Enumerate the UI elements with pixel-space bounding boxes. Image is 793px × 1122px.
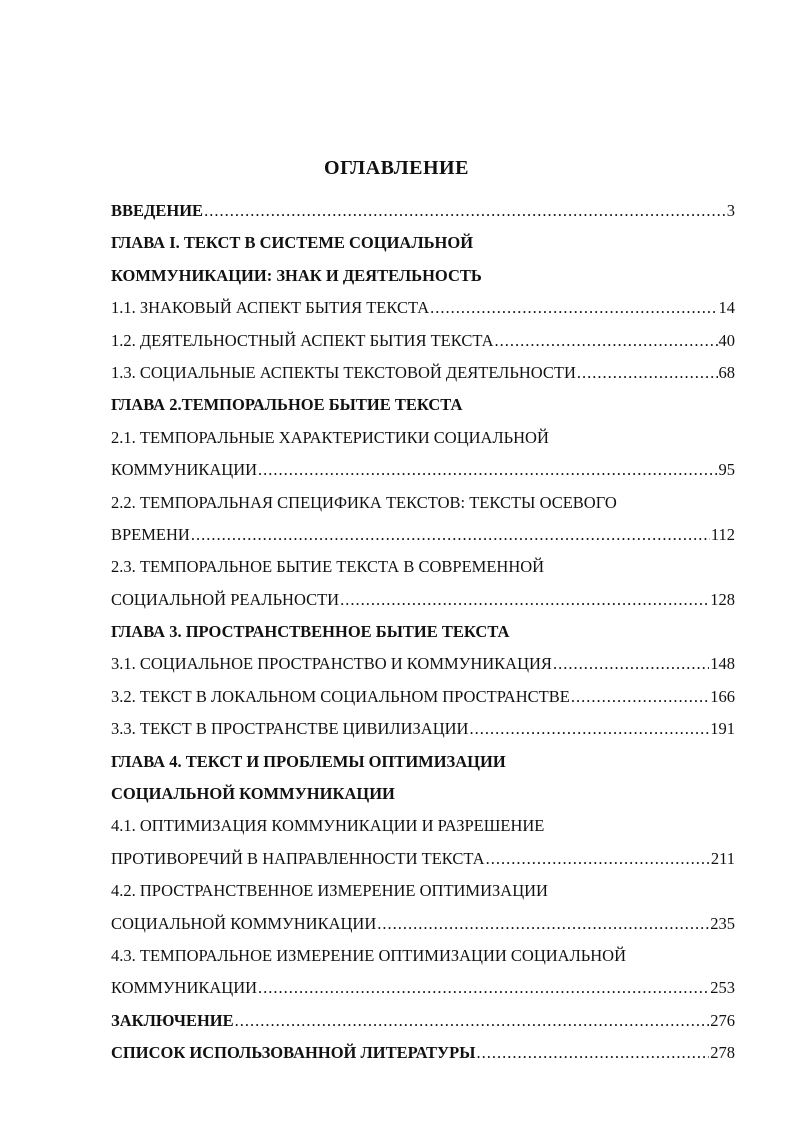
toc-page-number: 211 [710, 848, 735, 868]
dot-leader [258, 454, 717, 486]
toc-entry-3-3 [111, 713, 735, 745]
toc-entry-2-2-cont [111, 519, 735, 551]
dot-leader [486, 843, 710, 875]
toc-entry-text: 3.1. СОЦИАЛЬНОЕ ПРОСТРАНСТВО И КОММУНИКАЦИЯ [111, 654, 552, 674]
toc-entry-text: 3.3. ТЕКСТ В ПРОСТРАНСТВЕ ЦИВИЛИЗАЦИИ [111, 719, 469, 739]
page-title: ОГЛАВЛЕНИЕ [324, 157, 469, 179]
toc-entry-4-1-cont [111, 843, 735, 875]
toc-entry-text: ЗАКЛЮЧЕНИЕ [111, 1010, 234, 1030]
dot-leader [340, 584, 709, 616]
chapter-3-heading: ГЛАВА 3. ПРОСТРАНСТВЕННОЕ БЫТИЕ ТЕКСТА [111, 622, 510, 642]
toc-entry-references [111, 1037, 735, 1069]
dot-leader [377, 908, 709, 940]
chapter-4-heading: ГЛАВА 4. ТЕКСТ И ПРОБЛЕМЫ ОПТИМИЗАЦИИ [111, 751, 506, 771]
toc-entry-4-2-cont [111, 908, 735, 940]
toc-entry-2-2: 2.2. ТЕМПОРАЛЬНАЯ СПЕЦИФИКА ТЕКСТОВ: ТЕКСТЫ ОСЕВОГО [111, 492, 617, 512]
toc-entry-text: ПРОТИВОРЕЧИЙ В НАПРАВЛЕННОСТИ ТЕКСТА [111, 848, 485, 868]
dot-leader [191, 519, 710, 551]
toc-entry-4-3-cont [111, 972, 735, 1004]
toc-entry-conclusion [111, 1005, 735, 1037]
toc-page-number: 112 [710, 524, 735, 544]
dot-leader [577, 357, 718, 389]
dot-leader [235, 1005, 710, 1037]
chapter-4-heading-cont: СОЦИАЛЬНОЙ КОММУНИКАЦИИ [111, 784, 395, 804]
dot-leader [571, 681, 709, 713]
toc-page-number: 95 [718, 460, 735, 480]
toc-page-number: 235 [710, 913, 735, 933]
toc-page-number: 3 [726, 201, 735, 220]
toc-entry-2-3-cont [111, 584, 735, 616]
dot-leader [469, 713, 709, 745]
toc-entry-introduction [111, 195, 735, 227]
toc-entry-1-1 [111, 292, 735, 324]
toc-entry-text: 1.3. СОЦИАЛЬНЫЕ АСПЕКТЫ ТЕКСТОВОЙ ДЕЯТЕЛЬНОСТИ [111, 362, 576, 382]
toc-entry-text: КОММУНИКАЦИИ [111, 978, 258, 998]
toc-page-number: 276 [710, 1010, 735, 1030]
chapter-2-heading: ГЛАВА 2.ТЕМПОРАЛЬНОЕ БЫТИЕ ТЕКСТА [111, 395, 463, 415]
toc-page-number: 278 [710, 1043, 735, 1063]
chapter-1-heading: ГЛАВА I. ТЕКСТ В СИСТЕМЕ СОЦИАЛЬНОЙ [111, 233, 474, 253]
toc-entry-text: ВВЕДЕНИЕ [111, 201, 204, 220]
dot-leader [495, 325, 718, 357]
dot-leader [476, 1037, 709, 1069]
toc-entry-3-2 [111, 681, 735, 713]
toc-entry-1-2 [111, 325, 735, 357]
toc-page-number: 148 [710, 654, 735, 674]
toc-page-number: 166 [710, 686, 735, 706]
toc-page-number: 128 [710, 589, 735, 609]
toc-page-number: 68 [718, 362, 735, 382]
toc-page-number: 40 [718, 330, 735, 350]
toc-entry-2-1-cont [111, 454, 735, 486]
toc-entry-1-3 [111, 357, 735, 389]
toc-entry-2-3: 2.3. ТЕМПОРАЛЬНОЕ БЫТИЕ ТЕКСТА В СОВРЕМЕННОЙ [111, 557, 545, 577]
toc-entry-text: СОЦИАЛЬНОЙ КОММУНИКАЦИИ [111, 913, 377, 933]
toc-entry-4-3: 4.3. ТЕМПОРАЛЬНОЕ ИЗМЕРЕНИЕ ОПТИМИЗАЦИИ СОЦИАЛЬНОЙ [111, 945, 626, 965]
table-of-contents [111, 195, 735, 1070]
toc-entry-text: СПИСОК ИСПОЛЬЗОВАННОЙ ЛИТЕРАТУРЫ [111, 1043, 476, 1063]
dot-leader [204, 195, 726, 227]
toc-entry-text: ВРЕМЕНИ [111, 524, 190, 544]
dot-leader [258, 972, 709, 1004]
toc-entry-text: 3.2. ТЕКСТ В ЛОКАЛЬНОМ СОЦИАЛЬНОМ ПРОСТРАНСТВЕ [111, 686, 570, 706]
toc-entry-text: СОЦИАЛЬНОЙ РЕАЛЬНОСТИ [111, 589, 340, 609]
toc-entry-4-2: 4.2. ПРОСТРАНСТВЕННОЕ ИЗМЕРЕНИЕ ОПТИМИЗАЦИИ [111, 881, 548, 901]
toc-entry-3-1 [111, 648, 735, 680]
toc-entry-2-1: 2.1. ТЕМПОРАЛЬНЫЕ ХАРАКТЕРИСТИКИ СОЦИАЛЬНОЙ [111, 427, 549, 447]
dot-leader [430, 292, 717, 324]
toc-entry-text: 1.1. ЗНАКОВЫЙ АСПЕКТ БЫТИЯ ТЕКСТА [111, 298, 430, 318]
toc-entry-4-1: 4.1. ОПТИМИЗАЦИЯ КОММУНИКАЦИИ И РАЗРЕШЕНИЕ [111, 816, 545, 836]
toc-page-number: 14 [718, 298, 735, 318]
toc-page-number: 191 [710, 719, 735, 739]
toc-entry-text: КОММУНИКАЦИИ [111, 460, 258, 480]
toc-page-number: 253 [710, 978, 735, 998]
chapter-1-heading-cont: КОММУНИКАЦИИ: ЗНАК И ДЕЯТЕЛЬНОСТЬ [111, 265, 482, 285]
toc-entry-text: 1.2. ДЕЯТЕЛЬНОСТНЫЙ АСПЕКТ БЫТИЯ ТЕКСТА [111, 330, 494, 350]
dot-leader [553, 648, 709, 680]
